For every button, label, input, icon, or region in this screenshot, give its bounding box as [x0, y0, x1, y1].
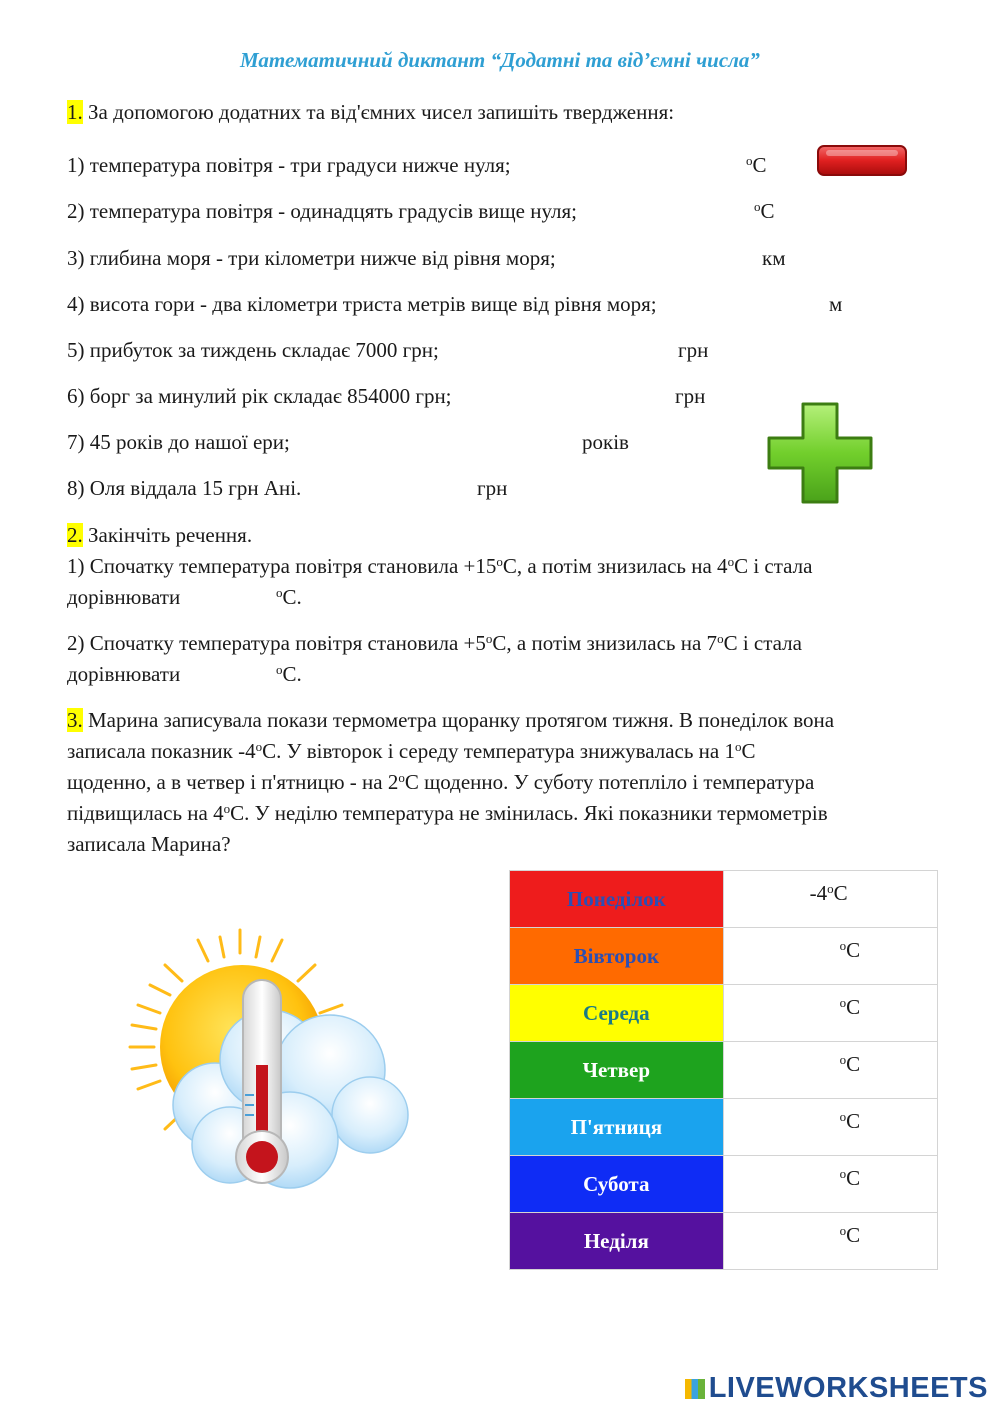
task2-answer-2[interactable]: [200, 661, 270, 686]
unit-3: км: [762, 246, 786, 270]
task3-line-1: 3. Марина записувала покази термометра щоранку протягом тижня. В понеділок вона: [67, 708, 835, 732]
unit-2: $^о$С: [754, 199, 775, 223]
task2-sentence-2-line-1: 2) Спочатку температура повітря становила $+5^оС$, а потім знизилась на $7^оС$ і стала: [67, 631, 802, 655]
temperature-cell[interactable]: [723, 1042, 937, 1099]
task1-item-3: 3) глибина моря - три кілометри нижче від рівня моря;: [67, 246, 556, 270]
task3-line-2: записала показник $-4^оС$. У вівторок і середу температура знижувалась на $1^оС$: [67, 739, 756, 763]
task3-line-4: підвищилась на $4^оС$. У неділю температура не змінилась. Які показники термометрів: [67, 801, 828, 825]
table-row: [510, 1042, 938, 1099]
temperature-table: [509, 870, 938, 1270]
day-label: Понеділок: [510, 871, 724, 928]
temperature-value: $^о$С: [839, 995, 861, 1019]
task1-heading: [67, 97, 674, 128]
table-row: [510, 871, 938, 928]
day-label: П'ятниця: [510, 1099, 724, 1156]
table-row: [510, 928, 938, 985]
liveworksheets-logo: LIVEWORKSHEETS: [685, 1372, 988, 1405]
task2-heading: [67, 520, 252, 551]
day-label: Середа: [510, 985, 724, 1042]
answer-input-3[interactable]: [630, 245, 755, 270]
temperature-value: $^о$С: [839, 938, 861, 962]
answer-input-1[interactable]: [640, 152, 740, 177]
answer-input-5[interactable]: [500, 337, 670, 362]
task2-text: Закінчіть речення.: [88, 523, 253, 547]
temperature-cell: [723, 871, 937, 928]
unit-8: грн: [477, 476, 508, 500]
minus-icon: [814, 143, 910, 179]
task1-item-1: 1) температура повітря - три градуси нижче нуля;: [67, 153, 511, 177]
task1-item-2: 2) температура повітря - одинадцять градусів вище нуля;: [67, 199, 577, 223]
table-row: [510, 1156, 938, 1213]
task1-item-4: 4) висота гори - два кілометри триста метрів вище від рівня моря;: [67, 292, 657, 316]
task1-number: 1.: [67, 100, 83, 124]
task3-line-5: записала Марина?: [67, 832, 231, 856]
temperature-value: $^о$С: [839, 1109, 861, 1133]
task2-unit-2: $^о$С.: [276, 662, 302, 686]
task2-unit-1: $^о$С.: [276, 585, 302, 609]
unit-4: м: [829, 292, 843, 316]
task2-sentence-1-line-2: дорівнювати: [67, 585, 181, 609]
task1-item-7: 7) 45 років до нашої ери;: [67, 430, 290, 454]
answer-input-4[interactable]: [740, 291, 825, 316]
temperature-cell[interactable]: [723, 1213, 937, 1270]
answer-input-2[interactable]: [650, 198, 750, 223]
task1-item-6: 6) борг за минулий рік складає 854000 грн;: [67, 384, 452, 408]
temperature-cell[interactable]: [723, 1099, 937, 1156]
task2-sentence-2-line-2: дорівнювати: [67, 662, 181, 686]
plus-icon: [765, 400, 875, 506]
day-label: Четвер: [510, 1042, 724, 1099]
weather-thermometer-icon: [120, 925, 420, 1215]
day-label: Неділя: [510, 1213, 724, 1270]
temperature-value: $^о$С: [839, 1223, 861, 1247]
answer-input-7[interactable]: [335, 429, 575, 454]
task2-number: 2.: [67, 523, 83, 547]
page-title: Математичний диктант “Додатні та від’ємні числа”: [240, 48, 760, 72]
task1-item-8: 8) Оля віддала 15 грн Ані.: [67, 476, 302, 500]
temperature-value: $-4^оС$: [809, 881, 848, 905]
task3-line-3: щоденно, а в четвер і п'ятницю - на $2^оС$ щоденно. У суботу потеплілo і температура: [67, 770, 815, 794]
unit-6: грн: [675, 384, 706, 408]
day-label: Вівторок: [510, 928, 724, 985]
unit-5: грн: [678, 338, 709, 362]
answer-input-8[interactable]: [345, 475, 470, 500]
logo-icon: [685, 1379, 705, 1399]
temperature-cell[interactable]: [723, 985, 937, 1042]
temperature-cell[interactable]: [723, 928, 937, 985]
temperature-cell[interactable]: [723, 1156, 937, 1213]
task1-text: За допомогою додатних та від'ємних чисел запишіть твердження:: [88, 100, 675, 124]
task3-number: 3.: [67, 708, 83, 732]
unit-7: років: [582, 430, 629, 454]
table-row: [510, 1099, 938, 1156]
task1-item-5: 5) прибуток за тиждень складає 7000 грн;: [67, 338, 439, 362]
task2-sentence-1-line-1: 1) Спочатку температура повітря становила $+15^оС$, а потім знизилась на $4^оС$ і стала: [67, 554, 813, 578]
temperature-value: $^о$С: [839, 1052, 861, 1076]
task2-answer-1[interactable]: [200, 584, 270, 609]
unit-1: $^о$С: [746, 153, 767, 177]
temperature-value: $^о$С: [839, 1166, 861, 1190]
table-row: [510, 1213, 938, 1270]
answer-input-6[interactable]: [515, 383, 665, 408]
table-row: [510, 985, 938, 1042]
day-label: Субота: [510, 1156, 724, 1213]
